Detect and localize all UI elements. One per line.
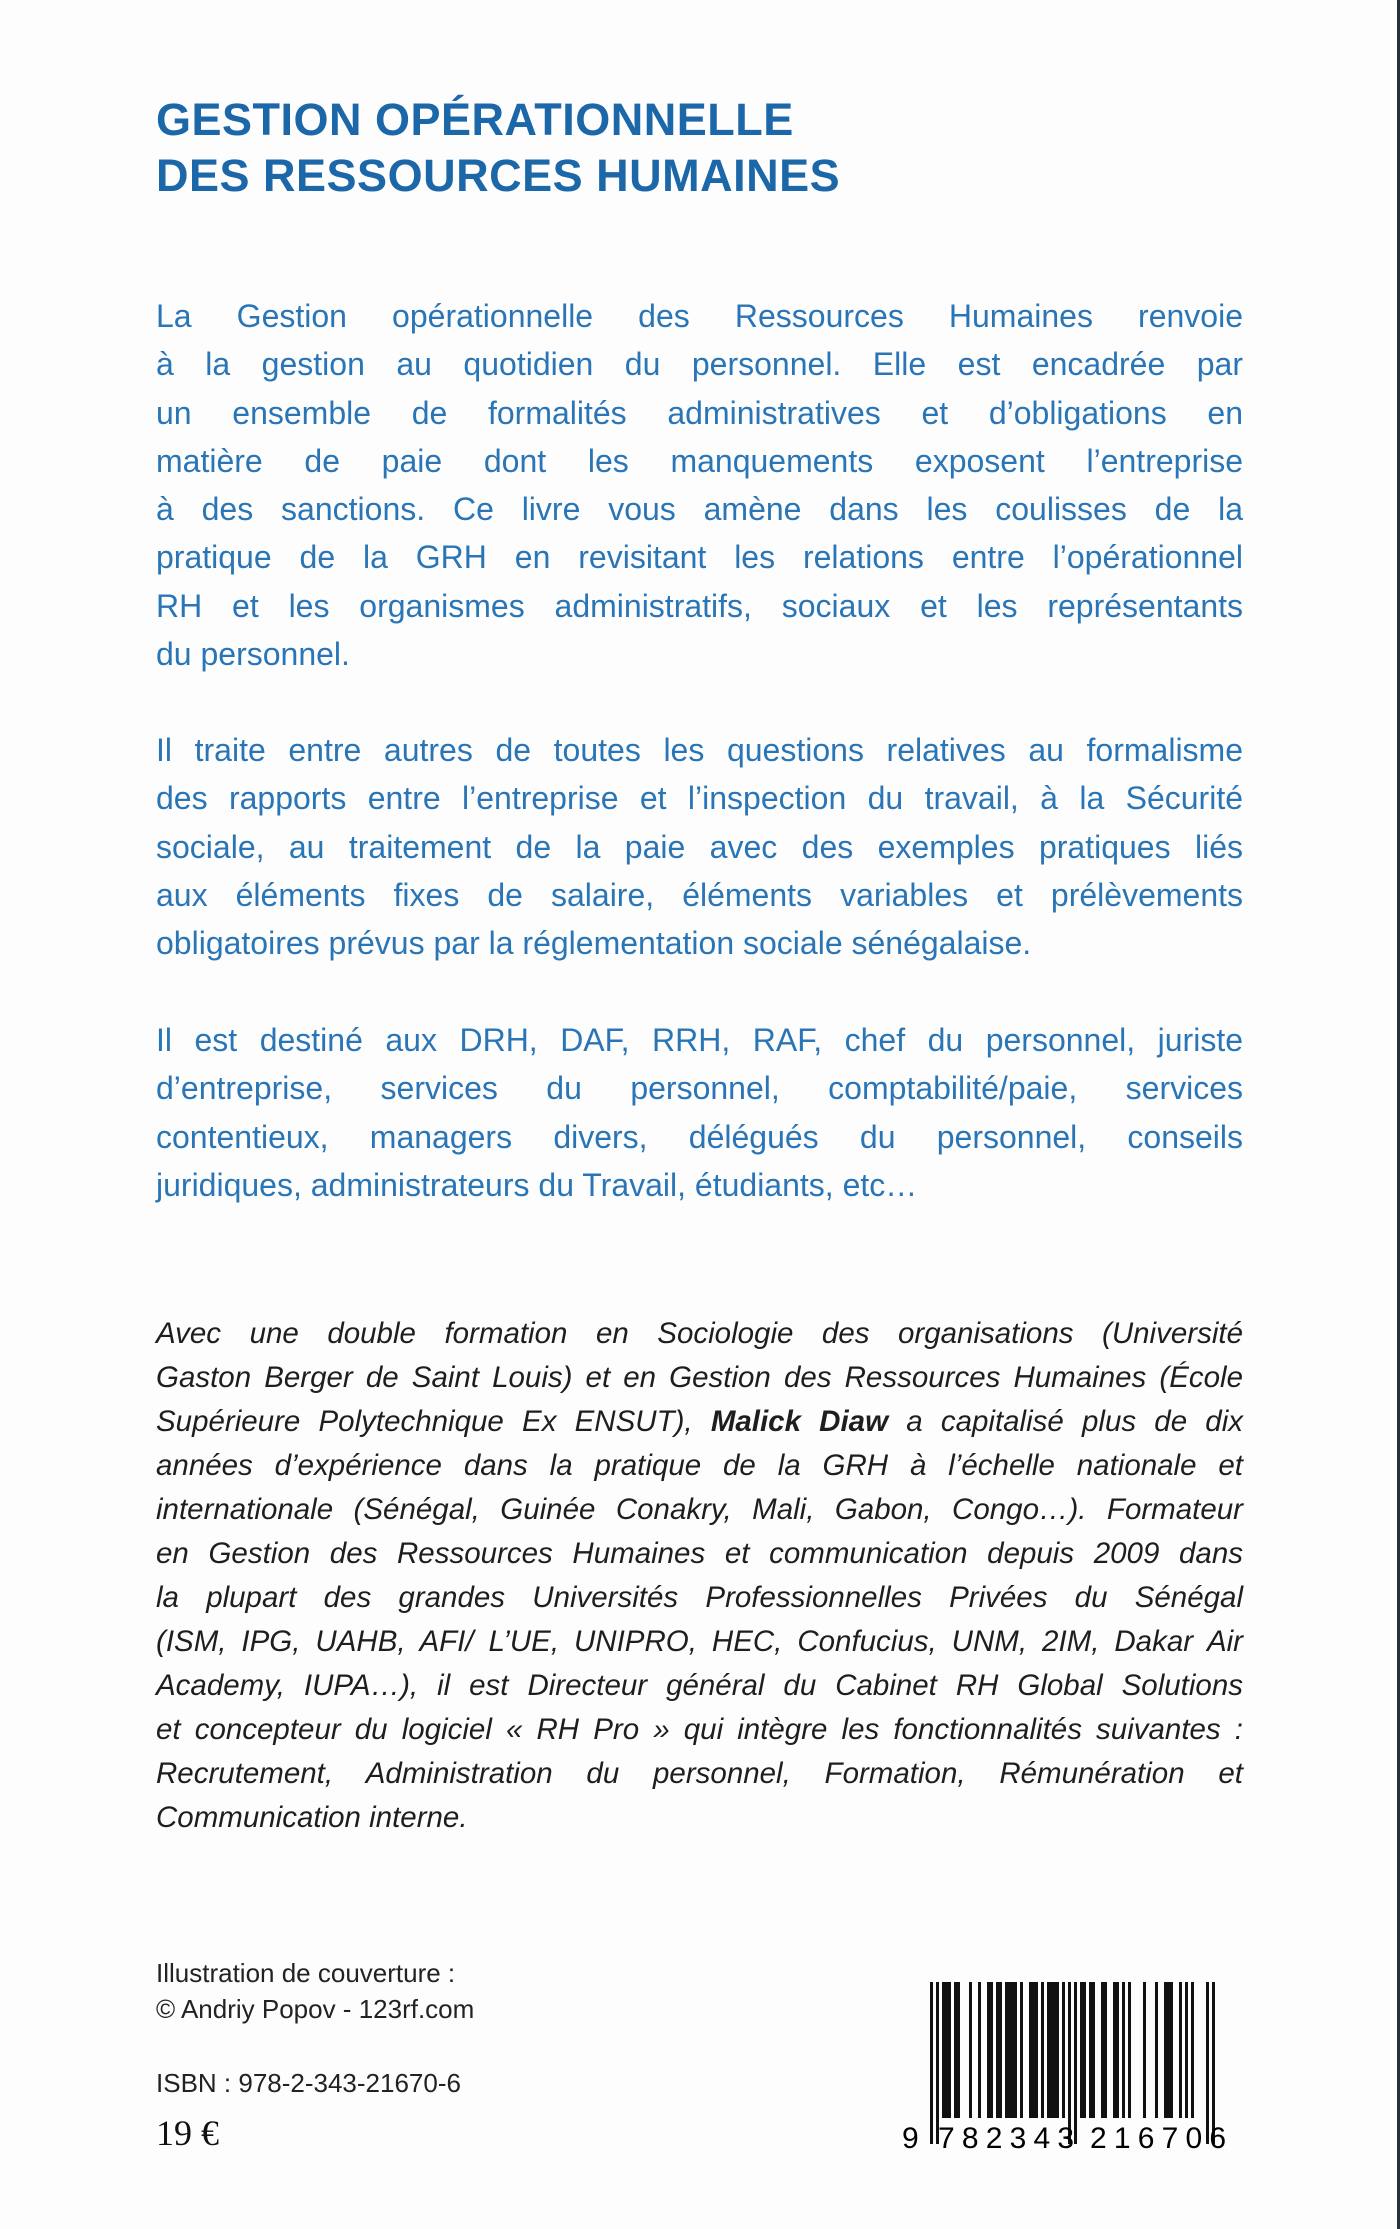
barcode-bar (1050, 1982, 1053, 2118)
barcode-bar (1212, 1982, 1215, 2144)
barcode-bar (1122, 1982, 1125, 2118)
barcode-bar (1062, 1982, 1065, 2118)
price: 19 € (156, 2113, 219, 2153)
barcode-bar (1035, 1982, 1038, 2118)
barcode-bar (996, 1982, 999, 2118)
barcode-bar (987, 1982, 990, 2118)
text-line: matière de paie dont les manquements exposent l’entreprise (156, 442, 1243, 479)
barcode-bar (999, 1982, 1002, 2118)
text-line: à la gestion au quotidien du personnel. Elle est encadrée par (156, 346, 1243, 383)
barcode-bar (1179, 1982, 1182, 2118)
barcode-bar (1092, 1982, 1095, 2118)
barcode-bar (1206, 1982, 1209, 2144)
barcode-bar (1191, 1982, 1194, 2118)
barcode-bar (1029, 1982, 1032, 2118)
barcode-bar (1080, 1982, 1083, 2118)
title-line: GESTION OPÉRATIONNELLE (156, 94, 794, 145)
barcode-bar (1008, 1982, 1011, 2118)
text-line: La Gestion opérationnelle des Ressources Humaines renvoie (156, 298, 1243, 334)
bio-line: Recrutement, Administration du personnel, Formation, Rémunération et (156, 1757, 1243, 1790)
summary-paragraph-2 (156, 726, 1243, 967)
barcode-bar (1068, 1982, 1071, 2144)
barcode-bar (1047, 1982, 1050, 2118)
barcode-bar (1074, 1982, 1077, 2144)
barcode (900, 1980, 1245, 2152)
barcode-bar (948, 1982, 951, 2118)
barcode-bar (1041, 1982, 1044, 2118)
bio-line: Communication interne. (156, 1801, 468, 1834)
bio-line: la plupart des grandes Universités Professionnelles Privées du Sénégal (156, 1581, 1243, 1614)
bio-line: Academy, IUPA…), il est Directeur général du Cabinet RH Global Solutions (156, 1669, 1243, 1702)
text-line: contentieux, managers divers, délégués du personnel, conseils (156, 1118, 1243, 1155)
barcode-bar (1116, 1982, 1119, 2118)
barcode-bar (1164, 1982, 1167, 2118)
summary-paragraph-1 (156, 292, 1243, 678)
credit-line: © Andriy Popov - 123rf.com (156, 1994, 475, 2024)
book-title (156, 92, 840, 204)
barcode-bar (930, 1982, 933, 2144)
text-line: sociale, au traitement de la paie avec des exemples pratiques liés (156, 828, 1243, 865)
credit-line: Illustration de couverture : (156, 1958, 456, 1988)
author-bio (156, 1312, 1243, 1840)
barcode-bar (936, 1982, 939, 2144)
bio-line: années d’expérience dans la pratique de la GRH à l’échelle nationale et (156, 1449, 1243, 1482)
barcode-bar (990, 1982, 993, 2118)
text-line: du personnel. (156, 636, 350, 673)
barcode-bar (1020, 1982, 1023, 2118)
barcode-bar (1101, 1982, 1104, 2118)
bio-text: Supérieure Polytechnique Ex ENSUT), (156, 1405, 711, 1438)
bio-line: en Gestion des Ressources Humaines et communication depuis 2009 dans (156, 1537, 1243, 1570)
barcode-bar (957, 1982, 960, 2118)
cover-credits (156, 1955, 474, 2027)
barcode-bar (1089, 1982, 1092, 2118)
text-line: RH et les organismes administratifs, sociaux et les représentants (156, 587, 1243, 624)
bio-line: et concepteur du logiciel « RH Pro » qui intègre les fonctionnalités suivantes : (156, 1713, 1243, 1746)
text-line: aux éléments fixes de salaire, éléments variables et prélèvements (156, 876, 1243, 913)
barcode-bar (1032, 1982, 1035, 2118)
text-line: un ensemble de formalités administratives et d’obligations en (156, 394, 1243, 431)
text-line: juridiques, administrateurs du Travail, étudiants, etc… (156, 1166, 918, 1203)
bio-line: internationale (Sénégal, Guinée Conakry, Mali, Gabon, Congo…). Formateur (156, 1493, 1243, 1526)
barcode-bar (969, 1982, 972, 2118)
barcode-left-digits: 782343 (938, 2122, 1074, 2152)
text-line: Il est destiné aux DRH, DAF, RRH, RAF, chef du personnel, juriste (156, 1022, 1243, 1058)
barcode-bar (1056, 1982, 1059, 2118)
bio-line: Avec une double formation en Sociologie des organisations (Université (156, 1317, 1243, 1350)
barcode-bar (1005, 1982, 1008, 2118)
barcode-bar (1014, 1982, 1017, 2118)
barcode-bars (930, 1982, 1215, 2144)
text-line: d’entreprise, services du personnel, comptabilité/paie, services (156, 1070, 1243, 1107)
barcode-bar (954, 1982, 957, 2118)
barcode-bar (1113, 1982, 1116, 2118)
barcode-bar (1143, 1982, 1146, 2118)
barcode-bar (945, 1982, 948, 2118)
bio-text: a capitalisé plus de dix (888, 1405, 1244, 1438)
barcode-bar (1128, 1982, 1131, 2118)
text-line: pratique de la GRH en revisitant les relations entre l’opérationnel (156, 539, 1243, 576)
summary-paragraph-3 (156, 1016, 1243, 1209)
barcode-bar (1104, 1982, 1107, 2118)
barcode-bar (978, 1982, 981, 2118)
isbn: ISBN : 978-2-343-21670-6 (156, 2068, 461, 2098)
text-line: Il traite entre autres de toutes les questions relatives au formalisme (156, 732, 1243, 768)
text-line: des rapports entre l’entreprise et l’inspection du travail, à la Sécurité (156, 780, 1243, 817)
barcode-bar (1185, 1982, 1188, 2118)
barcode-bar (1011, 1982, 1014, 2118)
bio-line: (ISM, IPG, UAHB, AFI/ L’UE, UNIPRO, HEC, Confucius, UNM, 2IM, Dakar Air (156, 1625, 1243, 1658)
barcode-bar (1083, 1982, 1086, 2118)
barcode-first-digit: 9 (902, 2122, 919, 2152)
barcode-bar (1167, 1982, 1170, 2118)
barcode-right-digits: 216706 (1090, 2122, 1226, 2152)
bio-line: Gaston Berger de Saint Louis) et en Gestion des Ressources Humaines (École (156, 1361, 1243, 1394)
barcode-bar (1053, 1982, 1056, 2118)
text-line: obligatoires prévus par la réglementation sociale sénégalaise. (156, 925, 1032, 962)
author-name: Malick Diaw (710, 1405, 889, 1438)
barcode-bar (942, 1982, 945, 2118)
text-line: à des sanctions. Ce livre vous amène dans les coulisses de la (156, 491, 1243, 528)
title-line: DES RESSOURCES HUMAINES (156, 150, 841, 201)
barcode-bar (1170, 1982, 1173, 2118)
barcode-bar (1155, 1982, 1158, 2118)
bio-line (156, 1400, 1243, 1444)
